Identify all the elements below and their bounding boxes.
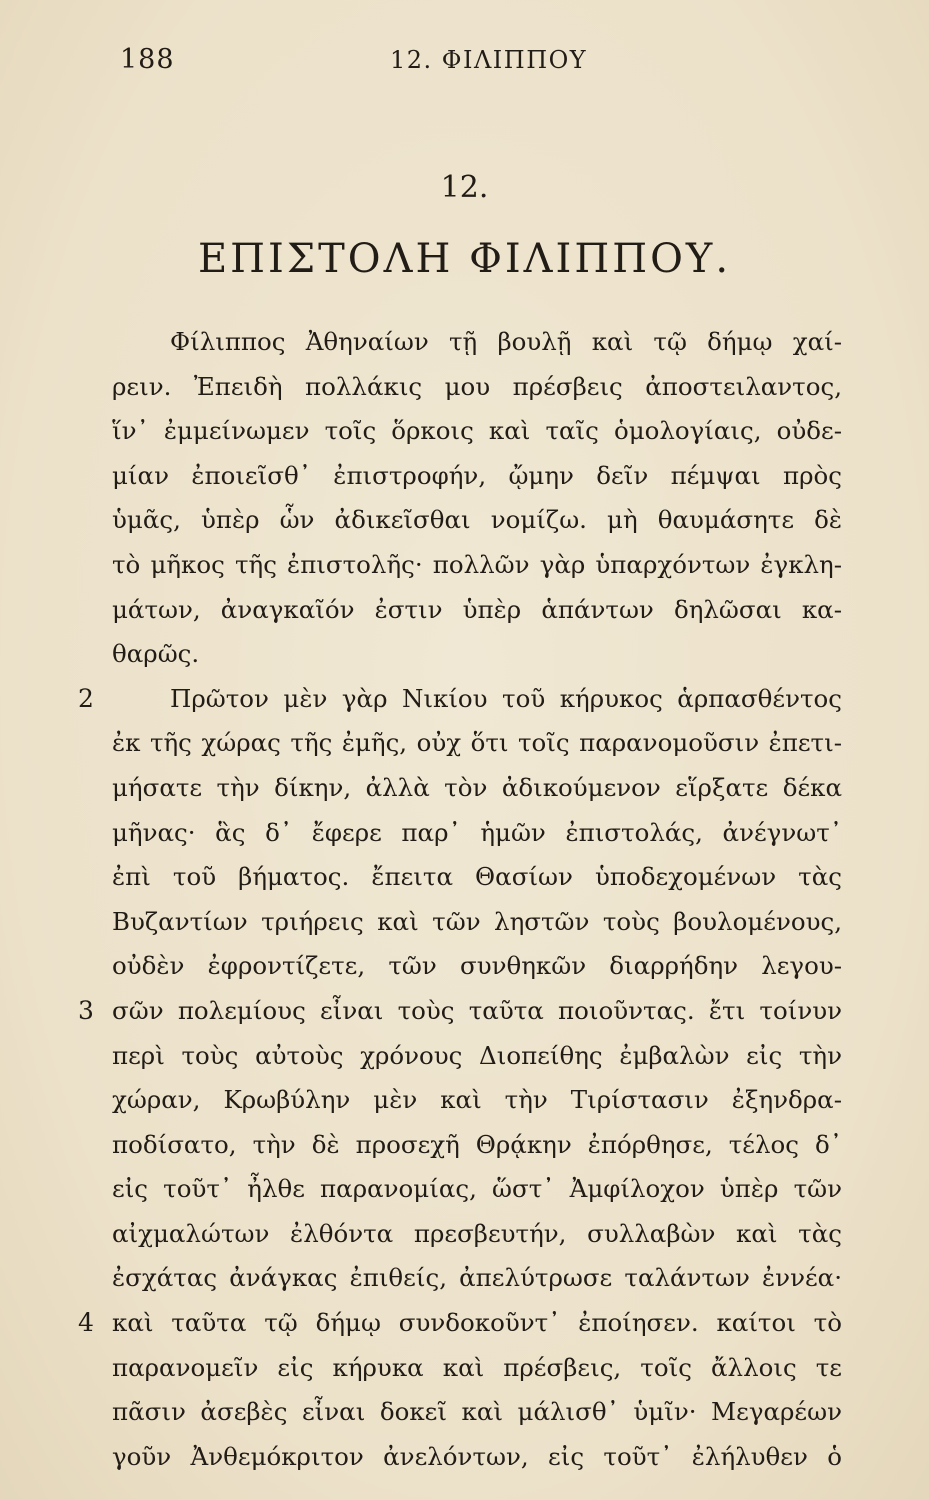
text-line: χώραν, Κρωβύλην μὲν καὶ τὴν Τιρίστασιν ἐξηνδρα- <box>112 1085 842 1115</box>
text-line: αἰχμαλώτων ἐλθόντα πρεσβευτήν, συλλαβὼν καὶ τὰς <box>112 1218 842 1248</box>
text-line: ἐσχάτας ἀνάγκας ἐπιθείς, ἀπελύτρωσε ταλάντων ἐννέα· <box>112 1263 842 1293</box>
text-line: μῆνας· ἃς δ᾿ ἔφερε παρ᾿ ἡμῶν ἐπιστολάς, ἀνέγνωτ᾿ <box>112 817 842 847</box>
text-line: πᾶσιν ἀσεβὲς εἶναι δοκεῖ καὶ μάλισθ᾿ ὑμῖν· Μεγαρέων <box>112 1397 842 1427</box>
section-number: 2 <box>78 683 94 713</box>
letter-title: ΕΠΙΣΤΟΛΗ ΦΙΛΙΠΠΟΥ. <box>197 236 732 282</box>
text-line: Φίλιππος Ἀθηναίων τῇ βουλῇ καὶ τῷ δήμῳ χαί- <box>170 327 842 356</box>
text-line: μήσατε τὴν δίκην, ἀλλὰ τὸν ἀδικούμενον εἵρξατε δέκα <box>112 772 842 802</box>
text-line: ἵν᾿ ἐμμείνωμεν τοῖς ὅρκοις καὶ ταῖς ὁμολογίαις, οὐδε- <box>112 416 842 446</box>
text-line: ἐκ τῆς χώρας τῆς ἐμῆς, οὐχ ὅτι τοῖς παρανομοῦσιν ἐπετι- <box>112 728 842 758</box>
text-line: γοῦν Ἀνθεμόκριτον ἀνελόντων, εἰς τοῦτ᾿ ἐλήλυθεν ὁ <box>112 1441 842 1471</box>
text-line: ἐπὶ τοῦ βήματος. ἔπειτα Θασίων ὑποδεχομένων τὰς <box>112 862 842 892</box>
text-line: θαρῶς. <box>112 639 200 669</box>
text-line: μίαν ἐποιεῖσθ᾿ ἐπιστροφήν, ᾤμην δεῖν πέμψαι πρὸς <box>112 460 842 490</box>
text-line-content: σῶν πολεμίους εἶναι τοὺς ταῦτα ποιοῦντας. ἔτι τοίνυν <box>112 995 842 1025</box>
text-line: παρανομεῖν εἰς κήρυκα καὶ πρέσβεις, τοῖς ἄλλοις τε <box>112 1352 842 1382</box>
section-number: 3 <box>78 995 94 1025</box>
text-line: ποδίσατο, τὴν δὲ προσεχῆ Θρᾴκην ἐπόρθησε, τέλος δ᾿ <box>112 1129 842 1159</box>
text-line: τὸ μῆκος τῆς ἐπιστολῆς· πολλῶν γὰρ ὑπαρχόντων ἐγκλη- <box>112 549 842 579</box>
text-line-section-4 <box>78 1301 842 1346</box>
text-line-section-2 <box>78 677 842 722</box>
section-number: 4 <box>78 1308 94 1338</box>
text-line: εἰς τοῦτ᾿ ἦλθε παρανομίας, ὥστ᾿ Ἀμφίλοχον ὑπὲρ τῶν <box>112 1174 842 1204</box>
text-line-content: Πρῶτον μὲν γὰρ Νικίου τοῦ κήρυκος ἁρπασθέντος <box>170 683 842 713</box>
letter-number: 12. <box>440 170 489 205</box>
page-number: 188 <box>120 44 175 75</box>
text-line: περὶ τοὺς αὐτοὺς χρόνους Διοπείθης ἐμβαλὼν εἰς τὴν <box>112 1040 842 1070</box>
text-line: μάτων, ἀναγκαῖόν ἐστιν ὑπὲρ ἁπάντων δηλῶσαι κα- <box>112 594 842 624</box>
text-line-section-3 <box>78 989 842 1034</box>
text-line: ρειν. Ἐπειδὴ πολλάκις μου πρέσβεις ἀποστειλαντος, <box>112 371 842 401</box>
running-head <box>0 44 929 84</box>
text-line: οὐδὲν ἐφροντίζετε, τῶν συνθηκῶν διαρρήδην λεγου- <box>112 951 842 981</box>
text-line: Βυζαντίων τριήρεις καὶ τῶν ληστῶν τοὺς βουλομένους, <box>112 906 842 936</box>
letter-body <box>78 320 842 1479</box>
text-line-content: καὶ ταῦτα τῷ δήμῳ συνδοκοῦντ᾿ ἐποίησεν. καίτοι τὸ <box>112 1308 842 1338</box>
running-title: 12. ΦΙΛΙΠΠΟΥ <box>390 46 588 74</box>
text-line: ὑμᾶς, ὑπὲρ ὧν ἀδικεῖσθαι νομίζω. μὴ θαυμάσητε δὲ <box>112 505 842 535</box>
